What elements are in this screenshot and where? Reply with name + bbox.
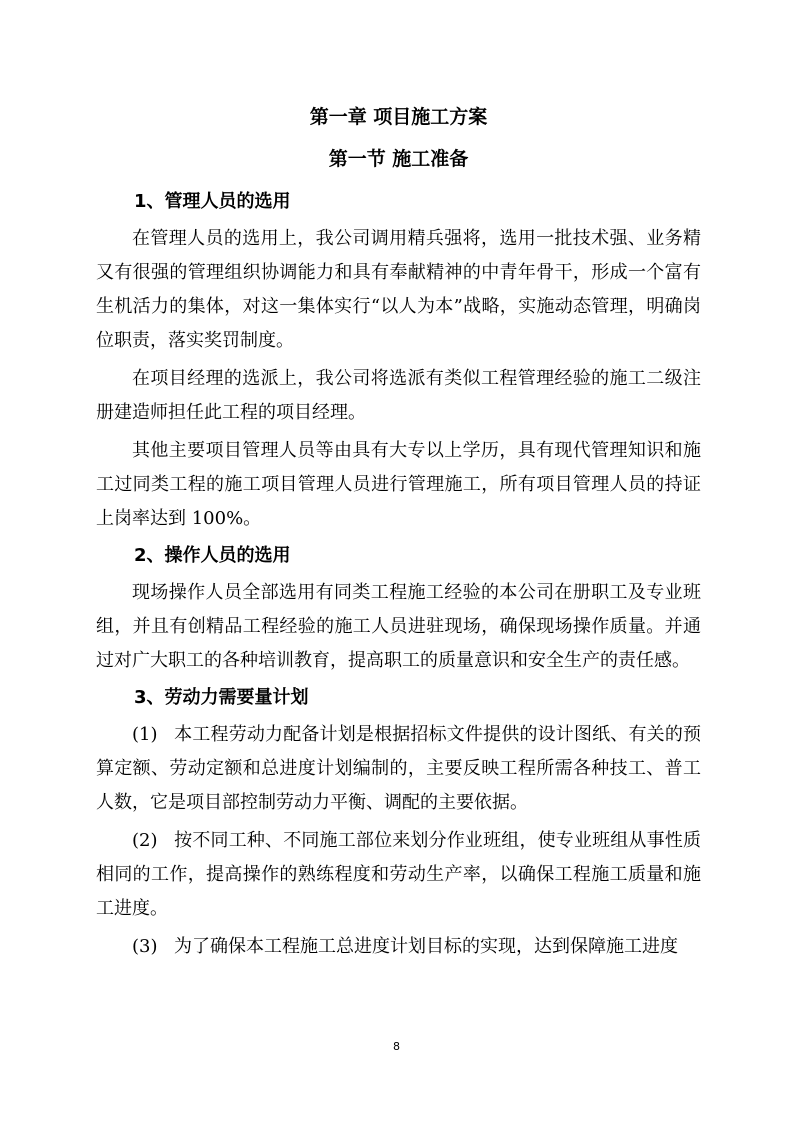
heading-management-staff: 1、管理人员的选用	[134, 191, 291, 212]
section-title: 第一节 施工准备	[328, 148, 469, 170]
numbered-item	[96, 824, 701, 926]
chapter-title: 第一章 项目施工方案	[309, 106, 488, 128]
item-number: (3)	[132, 936, 158, 957]
item-number: (2)	[132, 830, 158, 851]
paragraph: 在项目经理的选派上，我公司将选派有类似工程管理经验的施工二级注册建造师担任此工程的项目经理。	[96, 368, 701, 423]
item-text: 按不同工种、不同施工部位来划分作业班组，使专业班组从事性质相同的工作，提高操作的熟练程度和劳动生产率，以确保工程施工质量和施工进度。	[96, 830, 701, 919]
numbered-item	[96, 930, 701, 964]
item-number: (1)	[132, 724, 158, 745]
item-text: 为了确保本工程施工总进度计划目标的实现，达到保障施工进度	[174, 936, 678, 957]
numbered-item	[96, 718, 701, 820]
paragraph: 在管理人员的选用上，我公司调用精兵强将，选用一批技术强、业务精又有很强的管理组织协调能力和具有奉献精神的中青年骨干，形成一个富有生机活力的集体，对这一集体实行“以人为本”战略，实施动态管理，明确岗位职责，落实奖罚制度。	[96, 228, 701, 351]
heading-labor-plan: 3、劳动力需要量计划	[134, 687, 309, 708]
paragraph: 其他主要项目管理人员等由具有大专以上学历，具有现代管理知识和施工过同类工程的施工项目管理人员进行管理施工，所有项目管理人员的持证上岗率达到 100%。	[96, 440, 701, 529]
document-body	[96, 102, 701, 968]
page-number: 8	[393, 1040, 400, 1053]
item-text: 本工程劳动力配备计划是根据招标文件提供的设计图纸、有关的预算定额、劳动定额和总进度计划编制的，主要反映工程所需各种技工、普工人数，它是项目部控制劳动力平衡、调配的主要依据。	[96, 724, 701, 813]
heading-operators: 2、操作人员的选用	[134, 545, 291, 566]
paragraph: 现场操作人员全部选用有同类工程施工经验的本公司在册职工及专业班组，并且有创精品工程经验的施工人员进驻现场，确保现场操作质量。并通过对广大职工的各种培训教育，提高职工的质量意识和安全生产的责任感。	[96, 582, 701, 671]
